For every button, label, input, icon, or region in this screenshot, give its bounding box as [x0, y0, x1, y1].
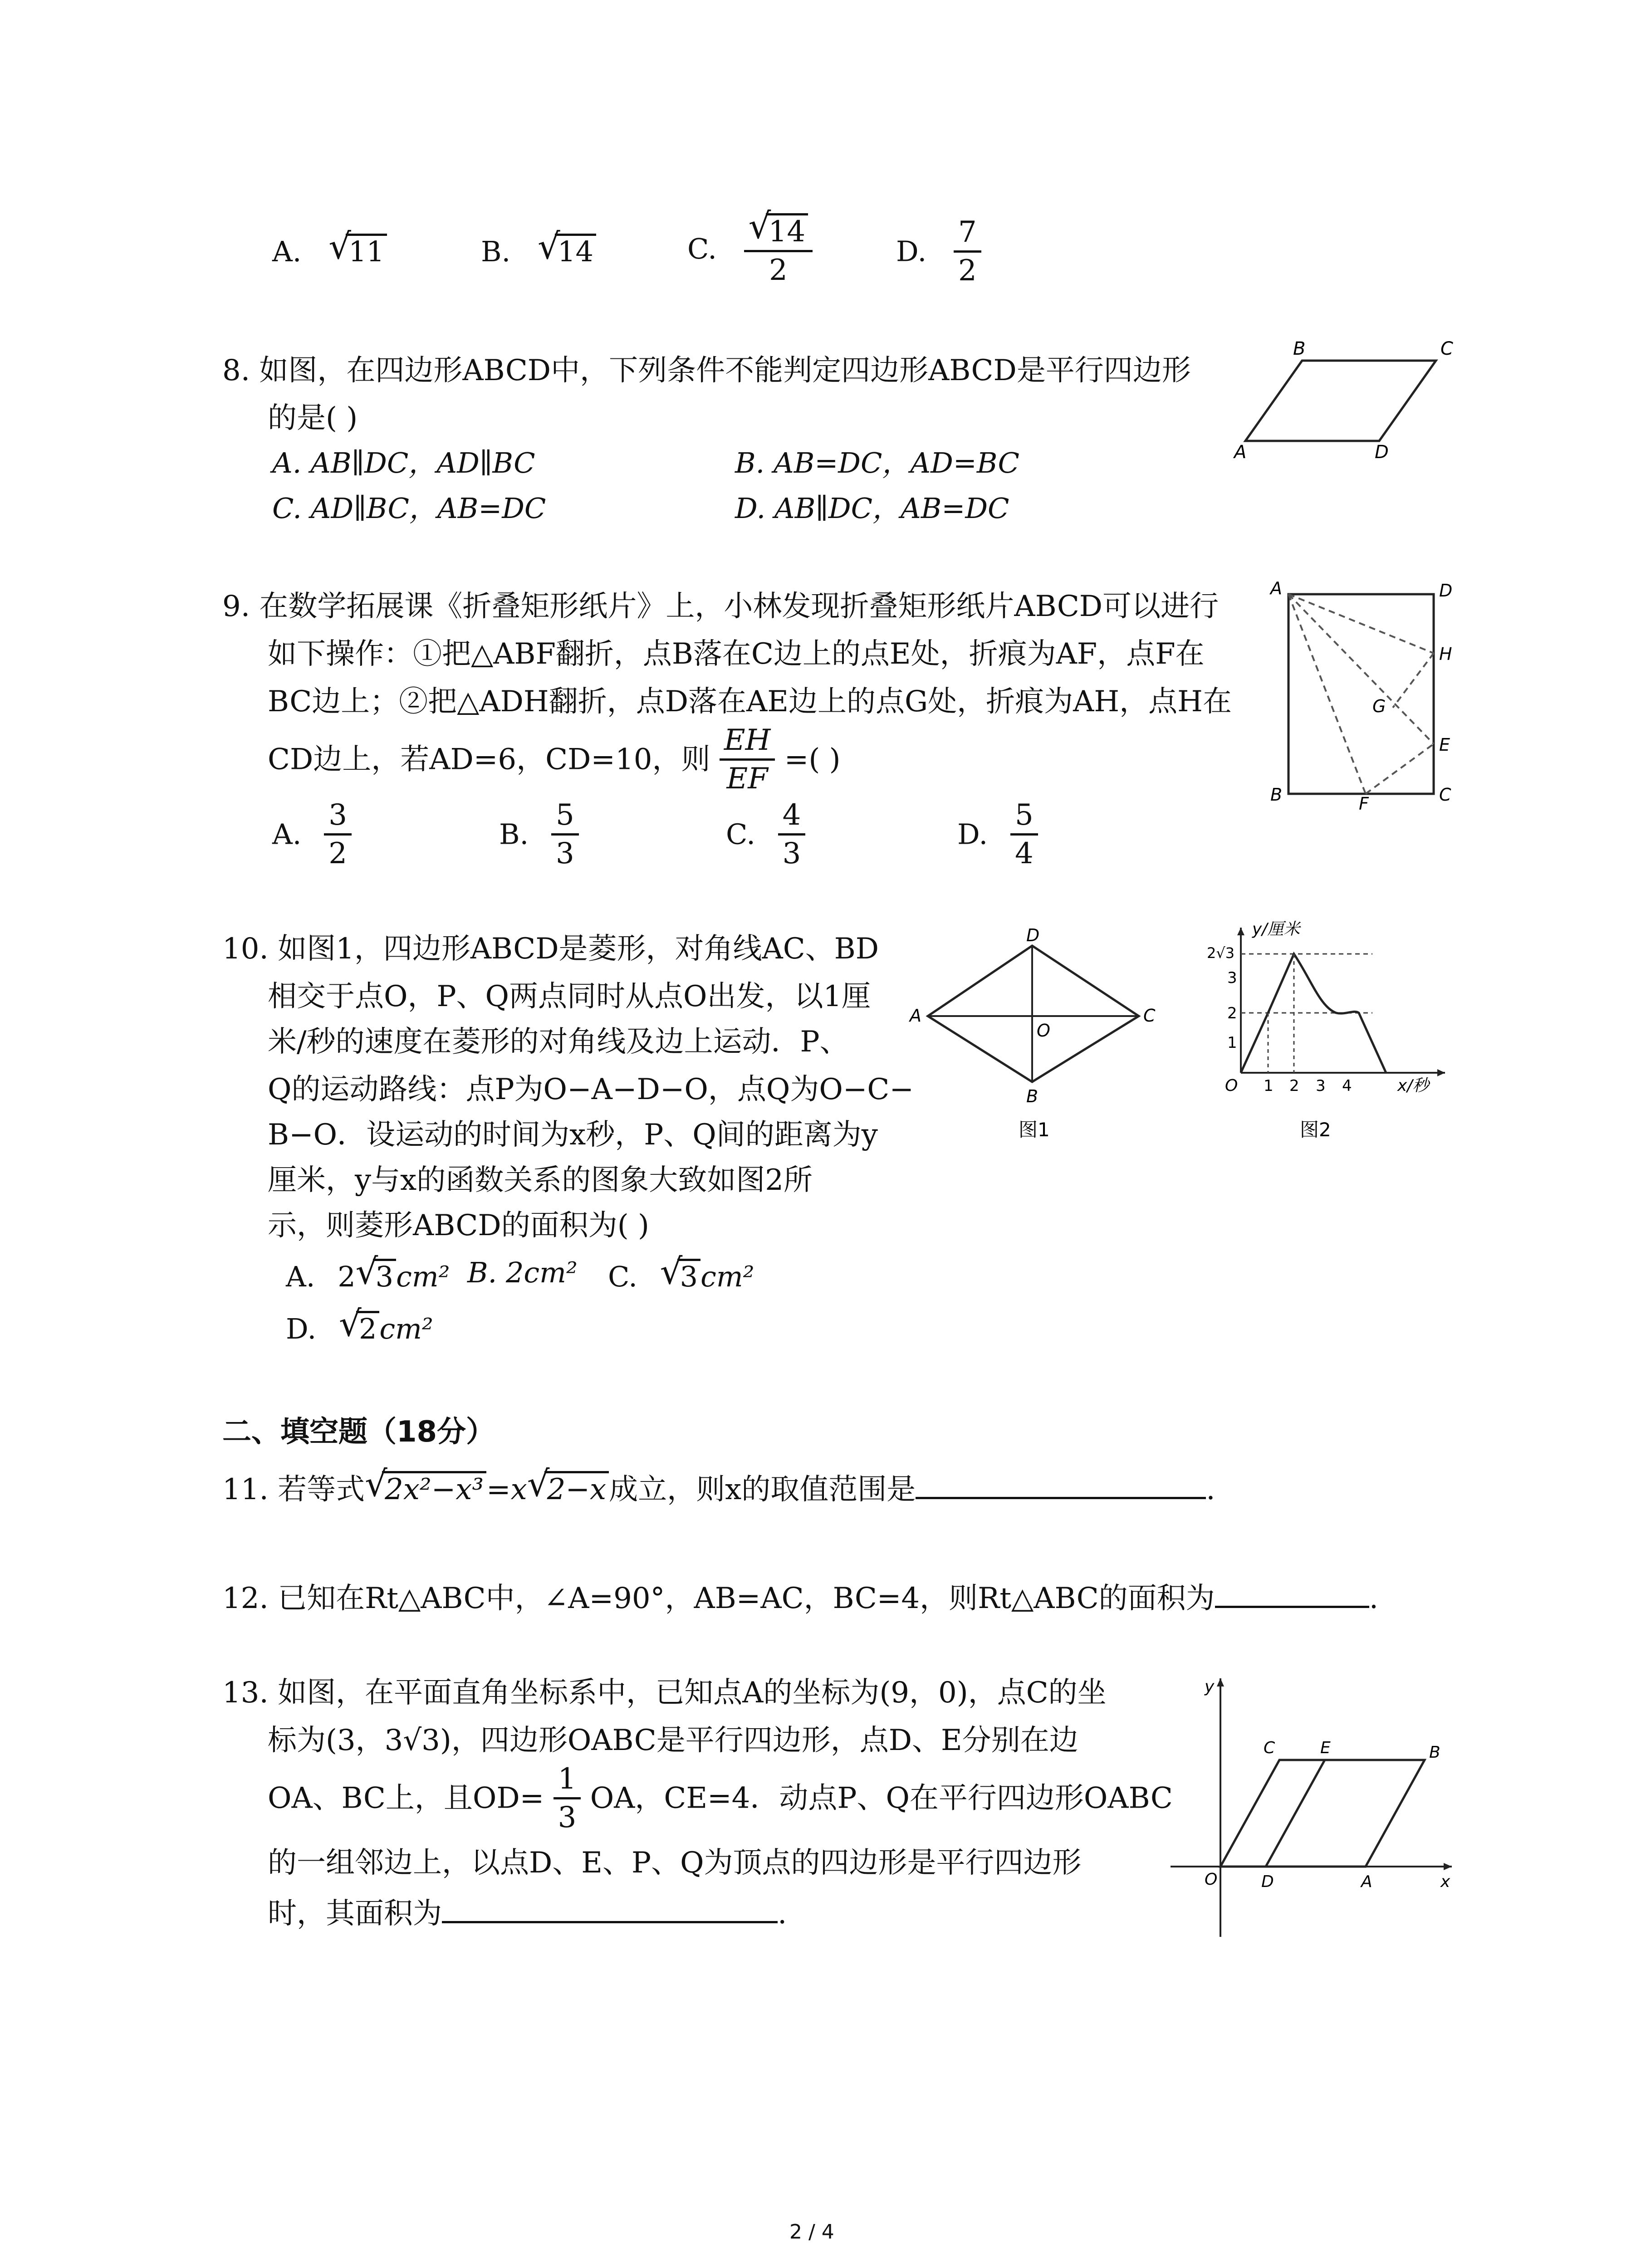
q12-stem: 12. 已知在Rt△ABC中，∠A=90°，AB=AC，BC=4，则Rt△ABC的面积为 .	[222, 1579, 1378, 1613]
q13-stem-line1: 13. 如图，在平面直角坐标系中，已知点A的坐标为(9，0)，点C的坐	[222, 1676, 1107, 1710]
q13-label-o: O	[1205, 1870, 1218, 1889]
q13-label-y: y	[1205, 1677, 1215, 1696]
q9-stem-line1: 9. 在数学拓展课《折叠矩形纸片》上，小林发现折叠矩形纸片ABCD可以进行	[222, 590, 1219, 623]
q9-stem-line3: BC边上；②把△ADH翻折，点D落在AE边上的点G处，折痕为AH，点H在	[268, 685, 1232, 719]
q13-label-e: E	[1320, 1739, 1331, 1757]
q8-option-d: D. AB∥DC，AB=DC	[735, 492, 1009, 525]
q8-option-b: B. AB=DC，AD=BC	[735, 446, 1019, 479]
page-number: 2 / 4	[789, 2220, 834, 2244]
q10-fig1-label-c: C	[1143, 1006, 1156, 1026]
q13-label-a: A	[1361, 1872, 1372, 1891]
q9-label-a: A	[1270, 578, 1282, 598]
q9-label-d: D	[1439, 581, 1453, 601]
q9-stem-line2: 如下操作：①把△ABF翻折，点B落在C边上的点E处，折痕为AF，点F在	[268, 637, 1205, 671]
q7-option-d: D. $\frac{7}{2}$	[896, 218, 981, 285]
section-title-fill-in: 二、填空题（18分）	[222, 1415, 495, 1449]
q13-label-c: C	[1264, 1739, 1275, 1757]
q8-parallelogram-figure	[1225, 336, 1479, 472]
q10-option-d: D. √ 2cm²	[286, 1304, 433, 1345]
q10-fig1-label-d: D	[1026, 925, 1040, 945]
q10-rhombus-figure	[907, 925, 1166, 1143]
q9-label-f: F	[1359, 794, 1369, 812]
q9-option-b: B. $\frac{5}{3}$	[499, 801, 579, 868]
q10-stem-line2: 相交于点O，P、Q两点同时从点O出发，以1厘	[268, 980, 871, 1013]
q13-label-b: B	[1429, 1743, 1440, 1762]
q8-option-c: C. AD∥BC，AB=DC	[272, 492, 546, 525]
q12-answer-blank[interactable]	[1215, 1579, 1369, 1608]
q10-fig2-x1: 1	[1264, 1077, 1274, 1095]
q9-label-c: C	[1439, 785, 1451, 805]
q11-answer-blank[interactable]	[916, 1470, 1206, 1499]
q10-stem-line6: 厘米，y与x的函数关系的图象大致如图2所	[268, 1163, 813, 1197]
q10-fig1-label-a: A	[910, 1006, 921, 1026]
q10-graph-figure	[1198, 916, 1452, 1143]
q13-label-x: x	[1440, 1872, 1450, 1891]
q10-fig2-caption: 图2	[1300, 1119, 1331, 1141]
q8-stem-line1: 8. 如图，在四边形ABCD中，下列条件不能判定四边形ABCD是平行四边形	[222, 354, 1191, 387]
q10-fig2-y2: 2	[1227, 1004, 1237, 1022]
q10-stem-line1: 10. 如图1，四边形ABCD是菱形，对角线AC、BD	[222, 932, 879, 966]
q10-fig2-y-label: y/厘米	[1252, 920, 1300, 938]
q10-fig2-x-label: x/秒	[1397, 1076, 1429, 1095]
q9-stem-line4: CD边上，若AD=6，CD=10，则 $\frac{EH}{EF}$ =( )	[268, 723, 841, 796]
q11-stem: 11. 若等式 √ 2x²−x³=x √ 2−x成立，则x的取值范围是 .	[222, 1464, 1215, 1506]
q13-stem-line2: 标为(3，3√3)，四边形OABC是平行四边形，点D、E分别在边	[268, 1724, 1078, 1757]
q8-label-a: A	[1234, 442, 1247, 463]
q9-label-e: E	[1439, 735, 1450, 755]
q10-option-c: C. √ 3cm²	[608, 1251, 754, 1293]
q10-stem-line5: B−O．设运动的时间为x秒，P、Q间的距离为y	[268, 1118, 878, 1152]
q7-option-b: B. √ 14	[481, 234, 596, 266]
q9-label-h: H	[1439, 644, 1452, 664]
q13-answer-blank[interactable]	[442, 1894, 778, 1923]
q10-fig1-label-b: B	[1026, 1086, 1038, 1106]
q10-stem-line4: Q的运动路线：点P为O−A−D−O，点Q为O−C−	[268, 1073, 914, 1106]
q10-fig2-origin: O	[1225, 1076, 1238, 1095]
q9-folding-figure	[1261, 576, 1470, 812]
q13-stem-line4: 的一组邻边上，以点D、E、P、Q为顶点的四边形是平行四边形	[268, 1846, 1082, 1880]
q10-option-b: B. 2cm²	[467, 1256, 578, 1289]
q13-stem-line3: OA、BC上，且OD= $\frac{1}{3}$ OA，CE=4．动点P、Q在平行四边形OABC	[268, 1762, 1173, 1834]
q10-fig2-y3: 3	[1227, 969, 1237, 987]
q10-fig1-label-o: O	[1037, 1021, 1050, 1041]
q10-fig2-x3: 3	[1316, 1077, 1326, 1095]
q9-option-a: A. $\frac{3}{2}$	[272, 801, 352, 868]
q8-option-a: A. AB∥DC，AD∥BC	[272, 446, 535, 479]
q10-stem-line7: 示，则菱形ABCD的面积为( )	[268, 1209, 649, 1242]
q7-option-a: A. √ 11	[272, 234, 387, 266]
q8-label-c: C	[1440, 338, 1453, 359]
q9-option-d: D. $\frac{5}{4}$	[957, 801, 1038, 868]
q10-fig2-y-top: 2√3	[1207, 944, 1235, 962]
q10-fig2-x2: 2	[1289, 1077, 1299, 1095]
q10-stem-line3: 米/秒的速度在菱形的对角线及边上运动．P、	[268, 1025, 849, 1059]
q9-option-c: C. $\frac{4}{3}$	[726, 801, 805, 868]
q10-fig2-y1: 1	[1227, 1034, 1237, 1052]
q8-label-b: B	[1293, 338, 1306, 359]
q9-label-g: G	[1372, 696, 1386, 716]
q13-stem-line5: 时，其面积为 .	[268, 1894, 787, 1928]
q8-stem-line2: 的是( )	[268, 401, 358, 435]
q13-label-d: D	[1261, 1872, 1274, 1891]
q13-coordinate-figure	[1161, 1669, 1461, 1941]
q10-fig2-x4: 4	[1342, 1077, 1352, 1095]
q10-option-a: A. 2 √ 3cm²	[286, 1251, 450, 1293]
q7-option-c: C. √ 14 2	[687, 213, 813, 285]
q10-fig1-caption: 图1	[1019, 1119, 1050, 1141]
q8-label-d: D	[1375, 442, 1389, 463]
q9-label-b: B	[1270, 785, 1283, 805]
